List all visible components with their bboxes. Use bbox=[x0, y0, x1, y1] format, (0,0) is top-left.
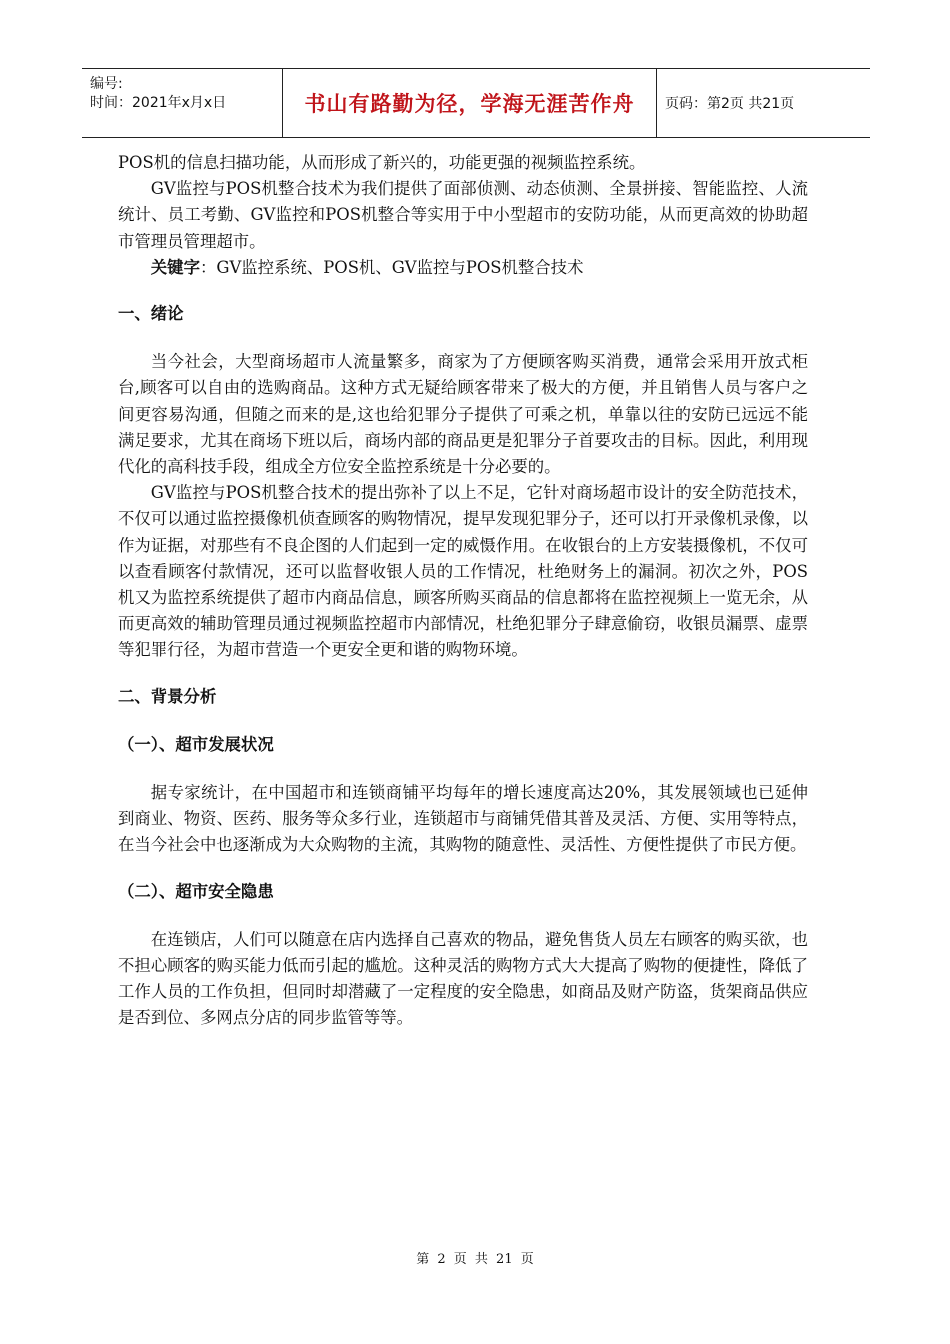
paragraph-gv-tech: GV监控与POS机整合技术的提出弥补了以上不足，它针对商场超市设计的安全防范技术，不仅可以通过监控摄像机侦查顾客的购物情况，提早发现犯罪分子，还可以打开录像机录像，以作为证据，对那些有不良企图的人们起到一定的威慑作用。在收银台的上方安装摄像机，不仅可以查看顾客付款情况，还可以监督收银人员的工作情况，杜绝财务上的漏洞。初次之外，POS机又为监控系统提供了超市内商品信息，顾客所购买商品的信息都将在监控视频上一览无余，从而更高效的辅助管理员通过视频监控超市内部情况，杜绝犯罪分子肆意偷窃，收银员漏票、虚票等犯罪行径，为超市营造一个更安全更和谐的购物环境。 bbox=[118, 483, 808, 660]
paragraph-continued: POS机的信息扫描功能，从而形成了新兴的，功能更强的视频监控系统。 bbox=[118, 153, 646, 172]
subsection-heading-development: （一）、超市发展状况 bbox=[118, 734, 274, 754]
header-meta bbox=[82, 69, 282, 137]
section-heading-intro: 一、绪论 bbox=[118, 304, 184, 324]
document-body bbox=[118, 150, 808, 1032]
keywords-text: ：GV监控系统、POS机、GV监控与POS机整合技术 bbox=[199, 257, 584, 277]
keywords-label: 关键字 bbox=[150, 257, 200, 277]
header-table bbox=[82, 68, 870, 138]
paragraph-intro: 当今社会，大型商场超市人流量繁多，商家为了方便顾客购买消费，通常会采用开放式柜台,顾客可以自由的选购商品。这种方式无疑给顾客带来了极大的方便，并且销售人员与客户之间更容易沟通，但随之而来的是,这也给犯罪分子提供了可乘之机，单靠以往的安防已远远不能满足要求，尤其在商场下班以后，商场内部的商品更是犯罪分子首要攻击的目标。因此，利用现代化的高科技手段，组成全方位安全监控系统是十分必要的。 bbox=[118, 352, 808, 477]
subsection-heading-security: （二）、超市安全隐患 bbox=[118, 881, 274, 901]
keywords-line bbox=[118, 255, 808, 281]
section-heading-background: 二、背景分析 bbox=[118, 686, 217, 706]
time-label: 时间：2021年x月x日 bbox=[90, 95, 227, 111]
page-code: 页码：第2页 共21页 bbox=[665, 96, 795, 112]
paragraph-security: 在连锁店，人们可以随意在店内选择自己喜欢的物品，避免售货人员左右顾客的购买欲，也不担心顾客的购买能力低而引起的尴尬。这种灵活的购物方式大大提高了购物的便捷性，降低了工作人员的工作负担，但同时却潜藏了一定程度的安全隐患，如商品及财产防盗，货架商品供应是否到位、多网点分店的同步监管等等。 bbox=[118, 929, 808, 1028]
header-divider-right bbox=[656, 69, 657, 137]
number-label: 编号: bbox=[90, 76, 123, 92]
paragraph-development: 据专家统计，在中国超市和连锁商铺平均每年的增长速度高达20%，其发展领域也已延伸到商业、物资、医药、服务等众多行业，连锁超市与商铺凭借其普及灵活、方便、实用等特点，在当今社会中也逐渐成为大众购物的主流，其购物的随意性、灵活性、方便性提供了市民方便。 bbox=[118, 783, 808, 855]
page-footer: 第 2 页 共 21 页 bbox=[416, 1252, 534, 1267]
header-motto: 书山有路勤为径，学海无涯苦作舟 bbox=[304, 92, 635, 116]
paragraph-summary: GV监控与POS机整合技术为我们提供了面部侦测、动态侦测、全景拼接、智能监控、人流统计、员工考勤、GV监控和POS机整合等实用于中小型超市的安防功能，从而更高效的协助超市管理员管理超市。 bbox=[118, 179, 808, 251]
